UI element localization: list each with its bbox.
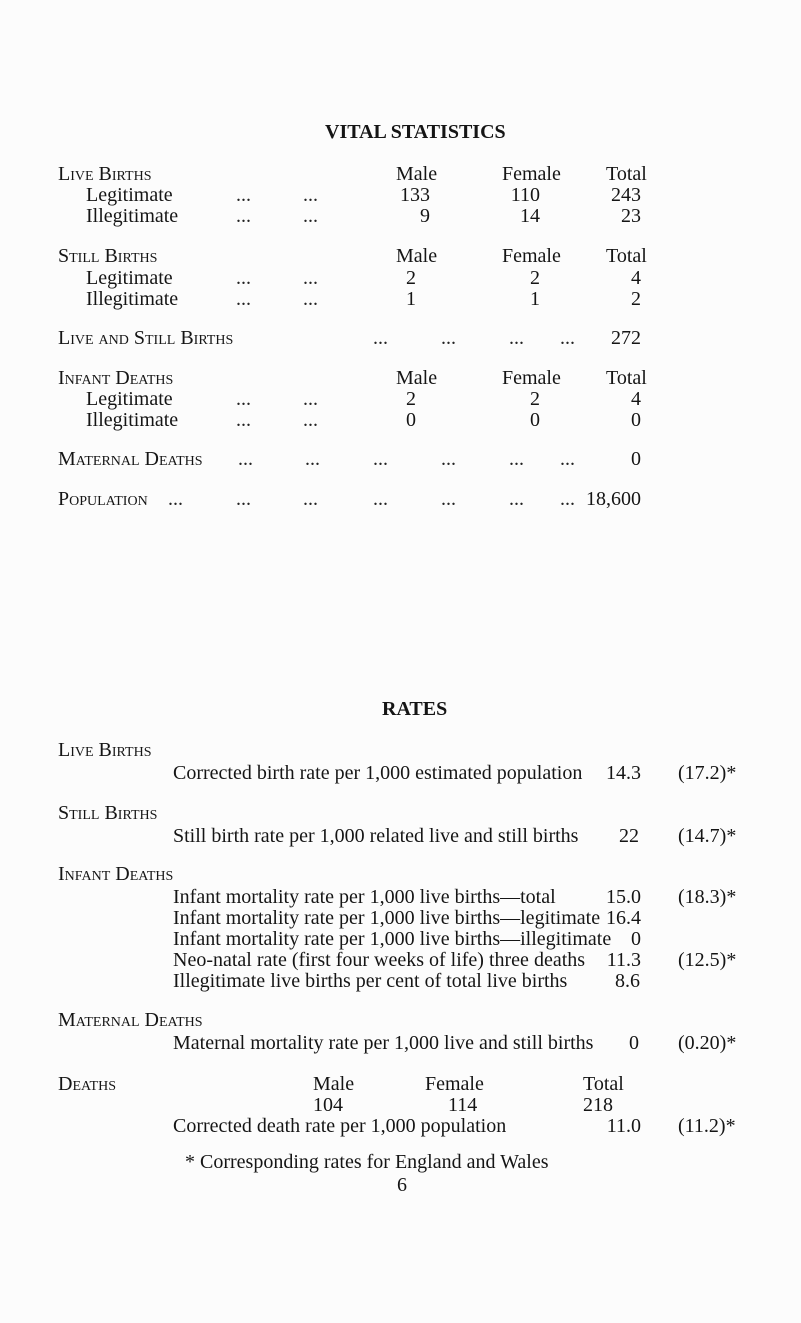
rate-value: 8.6: [615, 970, 640, 992]
deaths-female-value: 114: [448, 1094, 478, 1116]
leader-dots: ...: [509, 327, 524, 349]
female-header: Female: [425, 1073, 484, 1095]
leader-dots: ...: [441, 327, 456, 349]
total-header: Total: [583, 1073, 624, 1095]
leader-dots: ...: [441, 448, 456, 470]
row-label: Illegitimate: [86, 288, 179, 310]
leader-dots: ...: [560, 488, 575, 510]
leader-dots: ...: [303, 409, 318, 431]
leader-dots: ...: [236, 488, 251, 510]
rate-line-text: Maternal mortality rate per 1,000 live and still births: [173, 1032, 594, 1054]
footnote: * Corresponding rates for England and Wales: [185, 1151, 549, 1173]
national-rate: (14.7)*: [678, 825, 737, 847]
total-header: Total: [606, 367, 647, 389]
female-value: 14: [520, 205, 540, 227]
rate-value: 14.3: [606, 762, 641, 784]
row-label: Illegitimate: [86, 409, 179, 431]
male-header: Male: [313, 1073, 355, 1095]
leader-dots: ...: [303, 388, 318, 410]
row-label: Legitimate: [86, 267, 173, 289]
rate-line-text: Infant mortality rate per 1,000 live births—legitimate: [173, 907, 601, 929]
female-header: Female: [502, 245, 561, 267]
national-rate: (11.2)*: [678, 1115, 736, 1137]
deaths-male-value: 104: [313, 1094, 343, 1116]
female-header: Female: [502, 163, 561, 185]
leader-dots: ...: [236, 288, 251, 310]
leader-dots: ...: [236, 409, 251, 431]
female-value: 0: [530, 409, 540, 431]
leader-dots: ...: [236, 388, 251, 410]
male-header: Male: [396, 367, 438, 389]
male-value: 9: [420, 205, 430, 227]
national-rate: (17.2)*: [678, 762, 737, 784]
male-header: Male: [396, 163, 438, 185]
leader-dots: ...: [305, 448, 320, 470]
leader-dots: ...: [441, 488, 456, 510]
rate-line-text: Infant mortality rate per 1,000 live births—total: [173, 886, 556, 908]
page-title: VITAL STATISTICS: [325, 121, 506, 143]
rate-value: 11.0: [606, 1115, 641, 1137]
total-value: 2: [631, 288, 641, 310]
row-label: Illegitimate: [86, 205, 179, 227]
leader-dots: ...: [303, 205, 318, 227]
leader-dots: ...: [509, 448, 524, 470]
live-and-still-births-heading: Live and Still Births: [58, 327, 234, 349]
rate-value: 22: [619, 825, 639, 847]
female-value: 2: [530, 388, 540, 410]
rate-line-text: Neo-natal rate (first four weeks of life) three deaths: [173, 949, 586, 971]
rate-value: 0: [631, 928, 641, 950]
row-label: Legitimate: [86, 184, 173, 206]
total-value: 0: [631, 448, 641, 470]
male-header: Male: [396, 245, 438, 267]
rate-value: 16.4: [606, 907, 641, 929]
rate-value: 15.0: [606, 886, 641, 908]
total-value: 0: [631, 409, 641, 431]
rate-line-text: Illegitimate live births per cent of total live births: [173, 970, 568, 992]
female-value: 1: [530, 288, 540, 310]
leader-dots: ...: [168, 488, 183, 510]
still-births-heading: Still Births: [58, 245, 158, 267]
total-header: Total: [606, 245, 647, 267]
rates-infant-deaths-heading: Infant Deaths: [58, 863, 174, 885]
male-value: 0: [406, 409, 416, 431]
live-births-heading: Live Births: [58, 163, 152, 185]
rates-deaths-heading: Deaths: [58, 1073, 117, 1095]
leader-dots: ...: [373, 448, 388, 470]
leader-dots: ...: [509, 488, 524, 510]
female-value: 110: [510, 184, 540, 206]
female-value: 2: [530, 267, 540, 289]
rate-line-text: Corrected death rate per 1,000 population: [173, 1115, 507, 1137]
total-value: 23: [621, 205, 641, 227]
leader-dots: ...: [303, 267, 318, 289]
rates-title: RATES: [382, 698, 448, 720]
rate-line-text: Still birth rate per 1,000 related live and still births: [173, 825, 579, 847]
leader-dots: ...: [238, 448, 253, 470]
leader-dots: ...: [236, 184, 251, 206]
male-value: 133: [400, 184, 430, 206]
national-rate: (18.3)*: [678, 886, 737, 908]
maternal-deaths-heading: Maternal Deaths: [58, 448, 203, 470]
row-label: Legitimate: [86, 388, 173, 410]
leader-dots: ...: [303, 488, 318, 510]
leader-dots: ...: [236, 205, 251, 227]
leader-dots: ...: [236, 267, 251, 289]
rates-live-births-heading: Live Births: [58, 739, 152, 761]
leader-dots: ...: [303, 288, 318, 310]
total-value: 4: [631, 267, 641, 289]
male-value: 2: [406, 267, 416, 289]
deaths-total-value: 218: [583, 1094, 613, 1116]
national-rate: (12.5)*: [678, 949, 737, 971]
female-header: Female: [502, 367, 561, 389]
total-value: 18,600: [586, 488, 641, 510]
page-number: 6: [397, 1174, 407, 1196]
population-heading: Population: [58, 488, 148, 510]
leader-dots: ...: [303, 184, 318, 206]
total-value: 243: [611, 184, 641, 206]
rate-line-text: Infant mortality rate per 1,000 live births—illegitimate: [173, 928, 612, 950]
total-header: Total: [606, 163, 647, 185]
rates-still-births-heading: Still Births: [58, 802, 158, 824]
national-rate: (0.20)*: [678, 1032, 737, 1054]
total-value: 272: [611, 327, 641, 349]
rate-value: 11.3: [606, 949, 641, 971]
male-value: 1: [406, 288, 416, 310]
leader-dots: ...: [373, 488, 388, 510]
rate-value: 0: [629, 1032, 639, 1054]
leader-dots: ...: [560, 448, 575, 470]
leader-dots: ...: [373, 327, 388, 349]
male-value: 2: [406, 388, 416, 410]
total-value: 4: [631, 388, 641, 410]
infant-deaths-heading: Infant Deaths: [58, 367, 174, 389]
rates-maternal-deaths-heading: Maternal Deaths: [58, 1009, 203, 1031]
rate-line-text: Corrected birth rate per 1,000 estimated population: [173, 762, 583, 784]
leader-dots: ...: [560, 327, 575, 349]
